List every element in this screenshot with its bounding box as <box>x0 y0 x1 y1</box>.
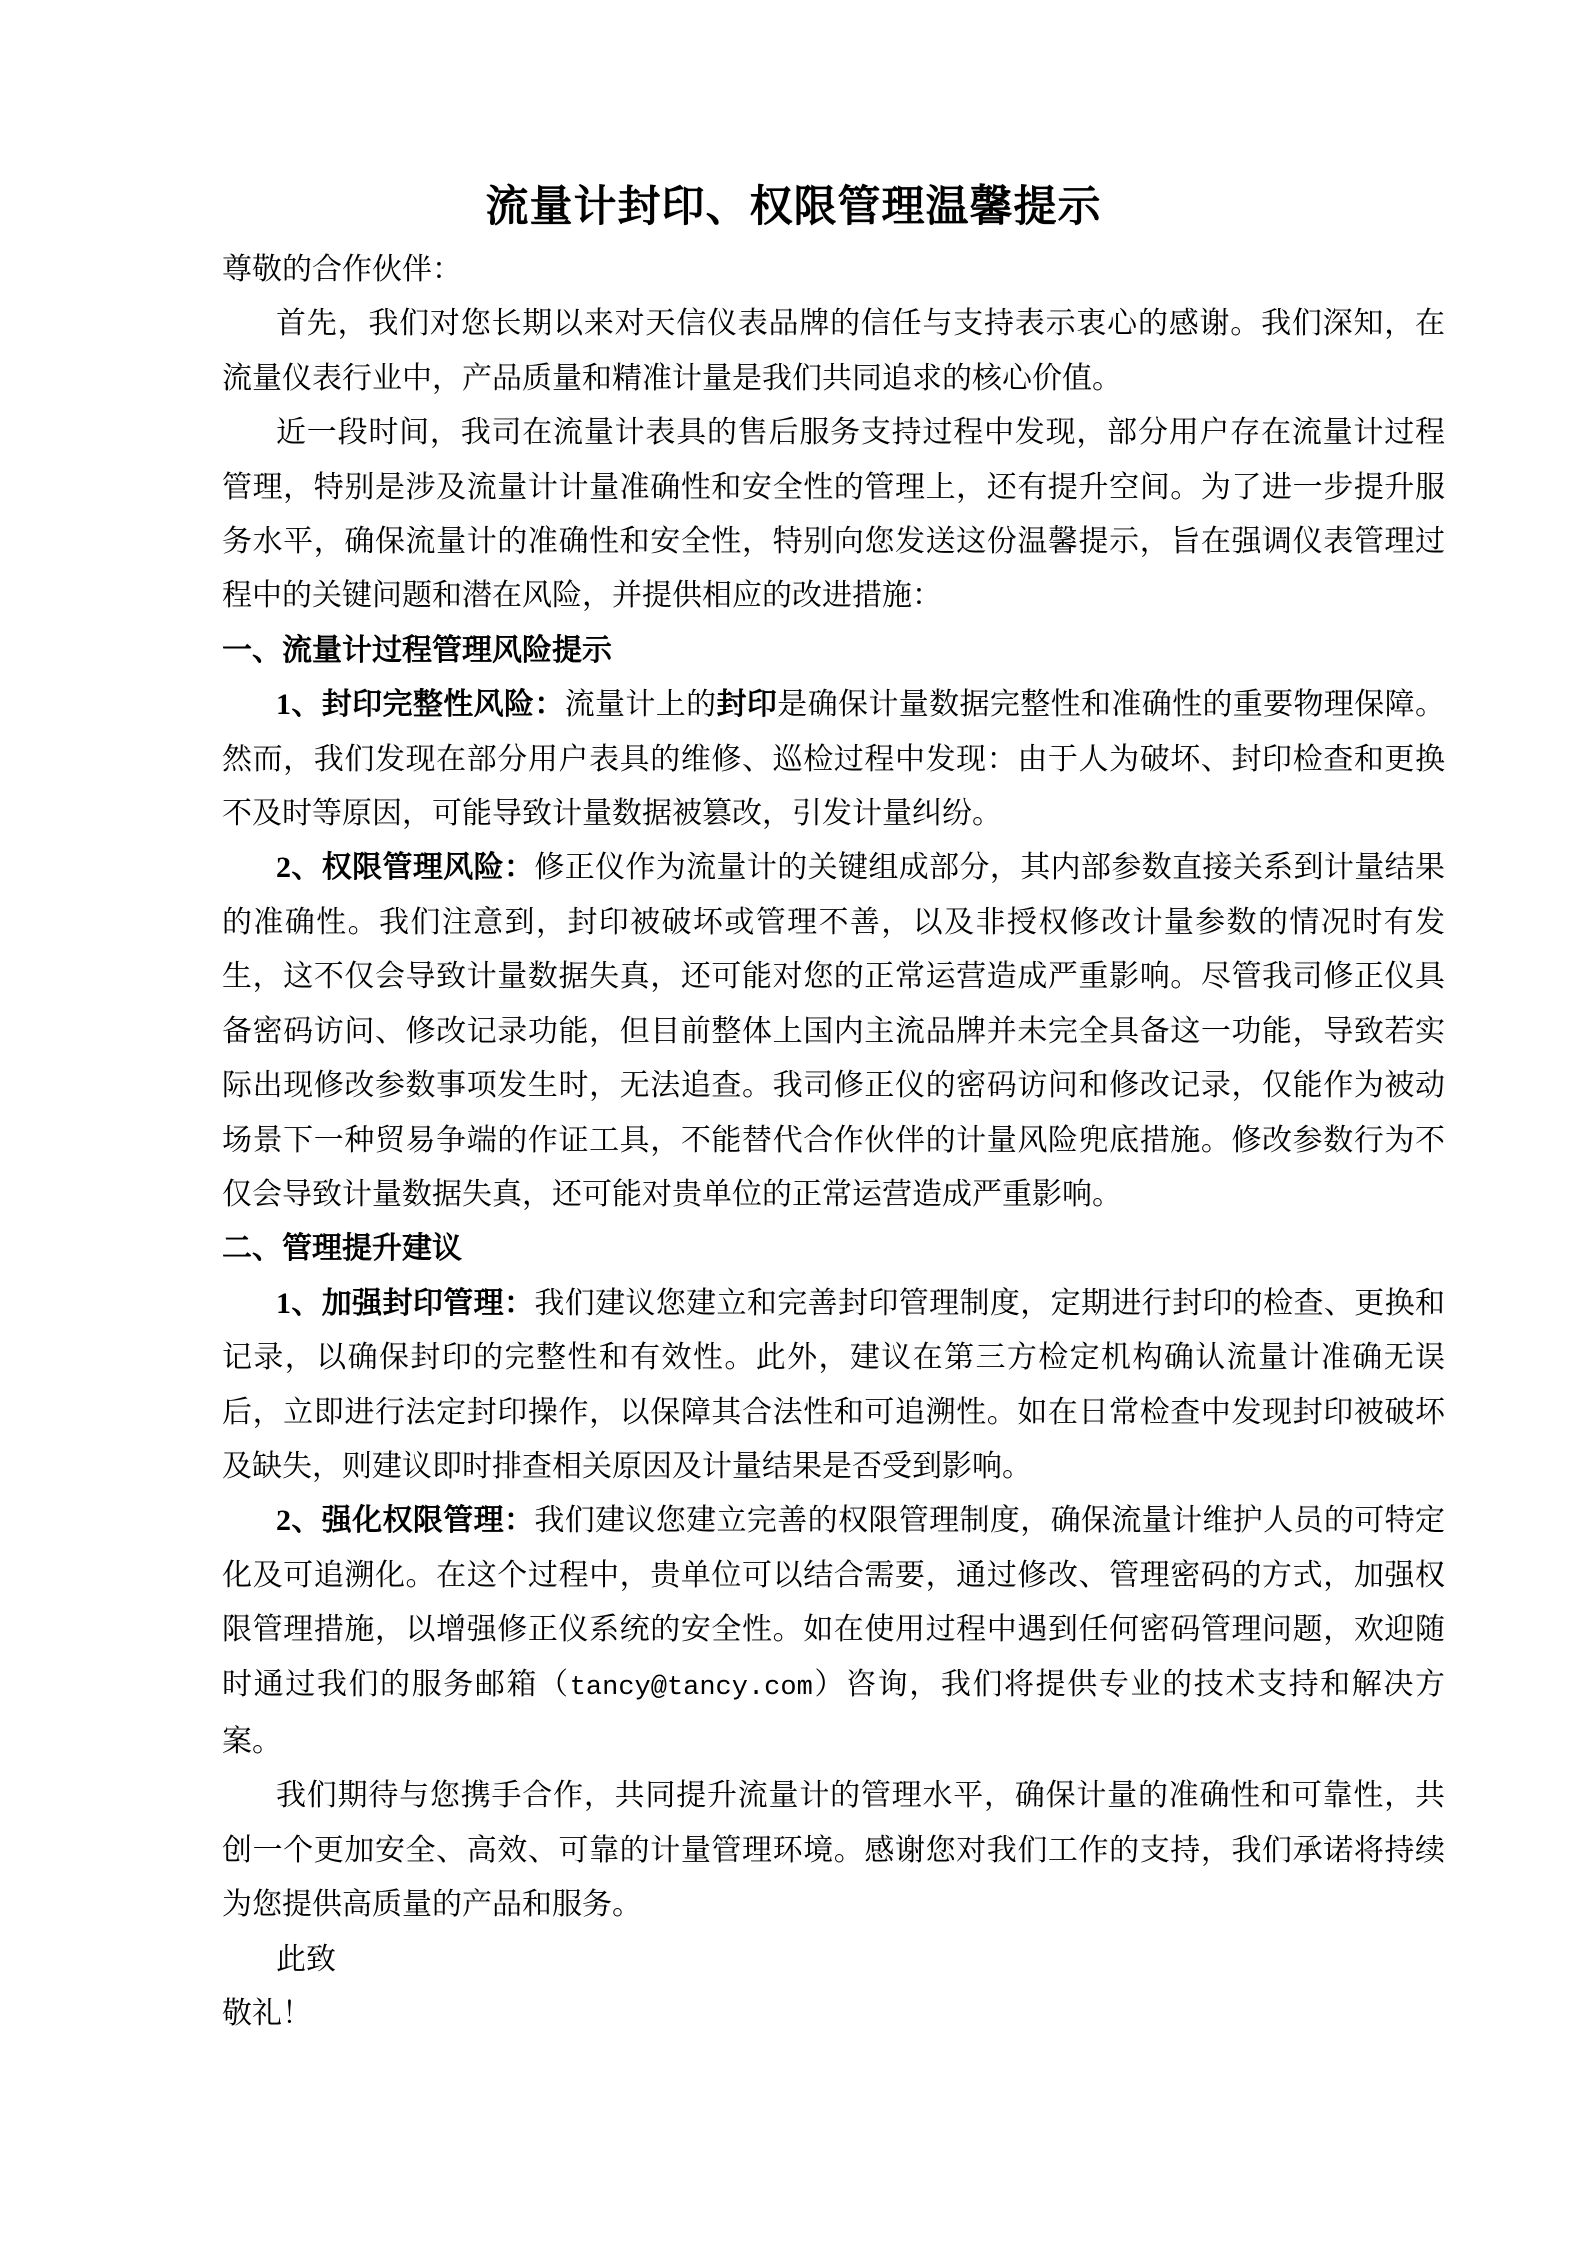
text-run: 尊敬的合作伙伴： <box>222 253 462 286</box>
text-run: 我们期待与您携手合作，共同提升流量计的管理水平，确保计量的准确性和可靠性，共创一个更加安全、高效、可靠的计量管理环境。感谢您对我们工作的支持，我们承诺将持续为您提供高质量的产品和服务。 <box>222 1779 1445 1922</box>
text-run: 2、强化权限管理： <box>276 1504 535 1538</box>
text-run: 1、加强封印管理： <box>276 1286 535 1320</box>
text-run: ）咨询，我们将提供专业的技术支持和解决方案。 <box>222 1667 1446 1758</box>
text-run: 流量计上的 <box>564 688 717 722</box>
paragraph <box>222 1933 1445 1987</box>
paragraph <box>222 841 1445 1222</box>
paragraph <box>222 1769 1445 1932</box>
section-heading <box>222 624 1445 678</box>
section-heading <box>222 1222 1445 1276</box>
document-body <box>222 243 1445 2041</box>
paragraph <box>222 1277 1445 1495</box>
document-title: 流量计封印、权限管理温馨提示 <box>485 184 1102 231</box>
paragraph <box>222 678 1445 841</box>
text-run: 2、权限管理风险： <box>276 851 535 885</box>
text-run: 首先，我们对您长期以来对天信仪表品牌的信任与支持表示衷心的感谢。我们深知，在流量仪表行业中，产品质量和精准计量是我们共同追求的核心价值。 <box>222 307 1445 395</box>
text-run: 封印 <box>716 688 778 722</box>
paragraph <box>222 243 1445 297</box>
text-run: 敬礼！ <box>222 1997 312 2030</box>
paragraph <box>222 1987 1445 2041</box>
email-text: tancy@tancy.com <box>569 1672 813 1703</box>
paragraph <box>222 297 1445 406</box>
text-run: 是确保计量数据完整性和准确性的重要物理保障。然而，我们发现在部分用户表具的维修、巡检过程中发现：由于人为破坏、封印检查和更换不及时等原因，可能导致计量数据被篡改，引发计量纠纷。 <box>222 688 1446 831</box>
text-run: 修正仪作为流量计的关键组成部分，其内部参数直接关系到计量结果的准确性。我们注意到，封印被破坏或管理不善，以及非授权修改计量参数的情况时有发生，这不仅会导致计量数据失真，还可能对您的正常运营造成严重影响。尽管我司修正仪具备密码访问、修改记录功能，但目前整体上国内主流品牌并未完全具备这一功能，导致若实际出现修改参数事项发生时，无法追查。我司修正仪的密码访问和修改记录，仅能作为被动场景下一种贸易争端的作证工具，不能替代合作伙伴的计量风险兜底措施。修改参数行为不仅会导致计量数据失真，还可能对贵单位的正常运营造成严重影响。 <box>222 851 1446 1211</box>
text-run: 此致 <box>276 1942 336 1976</box>
paragraph <box>222 406 1445 624</box>
text-run: 我们建议您建立完善的权限管理制度，确保流量计维护人员的可特定化及可追溯化。在这个过程中，贵单位可以结合需要，通过修改、管理密码的方式，加强权限管理措施，以增强修正仪系统的安全性。如在使用过程中遇到任何密码管理问题，欢迎随时通过我们的服务邮箱（ <box>222 1504 1446 1701</box>
text-run: 近一段时间，我司在流量计表具的售后服务支持过程中发现，部分用户存在流量计过程管理，特别是涉及流量计计量准确性和安全性的管理上，还有提升空间。为了进一步提升服务水平，确保流量计的准确性和安全性，特别向您发送这份温馨提示，旨在强调仪表管理过程中的关键问题和潜在风险，并提供相应的改进措施： <box>222 416 1445 613</box>
text-run: 1、封印完整性风险： <box>276 688 565 722</box>
text-run: 二、管理提升建议 <box>222 1232 462 1266</box>
text-run: 我们建议您建立和完善封印管理制度，定期进行封印的检查、更换和记录，以确保封印的完整性和有效性。此外，建议在第三方检定机构确认流量计准确无误后，立即进行法定封印操作，以保障其合法性和可追溯性。如在日常检查中发现封印被破坏及缺失，则建议即时排查相关原因及计量结果是否受到影响。 <box>222 1286 1446 1483</box>
paragraph <box>222 1494 1445 1769</box>
text-run: 一、流量计过程管理风险提示 <box>222 633 612 667</box>
